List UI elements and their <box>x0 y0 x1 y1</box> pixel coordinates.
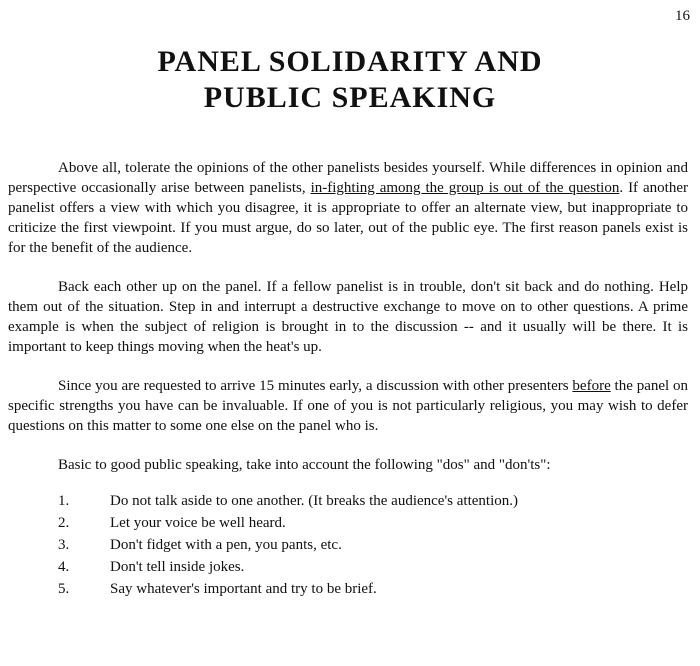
page-number: 16 <box>675 8 690 24</box>
list-item-text: Do not talk aside to one another. (It breaks the audience's attention.) <box>110 493 518 509</box>
list-item-text: Don't tell inside jokes. <box>110 559 245 575</box>
list-item-number: 2. <box>58 515 70 531</box>
underlined-phrase: in-fighting among the group is out of the question <box>310 180 620 196</box>
dos-and-donts-list <box>8 490 688 600</box>
list-item-number: 4. <box>58 559 70 575</box>
list-item-text: Don't fidget with a pen, you pants, etc. <box>110 537 342 553</box>
paragraph-text: the panel on specific strengths you have can be invaluable. If one of you is not particularly religious, you may wish to defer questions on this matter to some one else on the panel who is. <box>8 378 688 434</box>
list-item <box>8 512 688 534</box>
paragraph-text: . If another panelist offers a view with which you disagree, it is appropriate to offer an alternate view, but inappropriate to criticize the first viewpoint. If you must argue, do so later, out of the public eye. The first reason panels exist is for the benefit of the audience. <box>8 180 688 256</box>
title-line-1: PANEL SOLIDARITY AND <box>157 45 543 78</box>
list-item <box>8 534 688 556</box>
paragraph-text: Above all, tolerate the opinions of the other panelists besides yourself. While differences in opinion and perspective occasionally arise between panelists, <box>8 160 688 196</box>
paragraph-text: Since you are requested to arrive 15 minutes early, a discussion with other presenters <box>58 378 573 394</box>
list-item-number: 1. <box>58 493 70 509</box>
paragraph-arrive-early <box>8 376 688 436</box>
list-item-number: 5. <box>58 581 70 597</box>
document-body <box>8 158 688 600</box>
paragraph-tolerance <box>8 158 688 258</box>
list-item-number: 3. <box>58 537 70 553</box>
list-item <box>8 556 688 578</box>
underlined-word: before <box>572 378 611 394</box>
list-item-text: Say whatever's important and try to be brief. <box>110 581 377 597</box>
list-item-text: Let your voice be well heard. <box>110 515 286 531</box>
list-item <box>8 578 688 600</box>
paragraph-back-each-other-up: Back each other up on the panel. If a fellow panelist is in trouble, don't sit back and do nothing. Help them out of the situation. Step in and interrupt a destructive exchange to move on to other questions. A prime example is when the subject of religion is brought in to the discussion -- and it usually will be there. It is important to keep things moving when the heat's up. <box>8 279 688 355</box>
page-title <box>0 44 700 116</box>
list-item <box>8 490 688 512</box>
title-line-2: PUBLIC SPEAKING <box>203 81 497 114</box>
paragraph-dos-and-donts: Basic to good public speaking, take into account the following "dos" and "don'ts": <box>58 457 551 473</box>
